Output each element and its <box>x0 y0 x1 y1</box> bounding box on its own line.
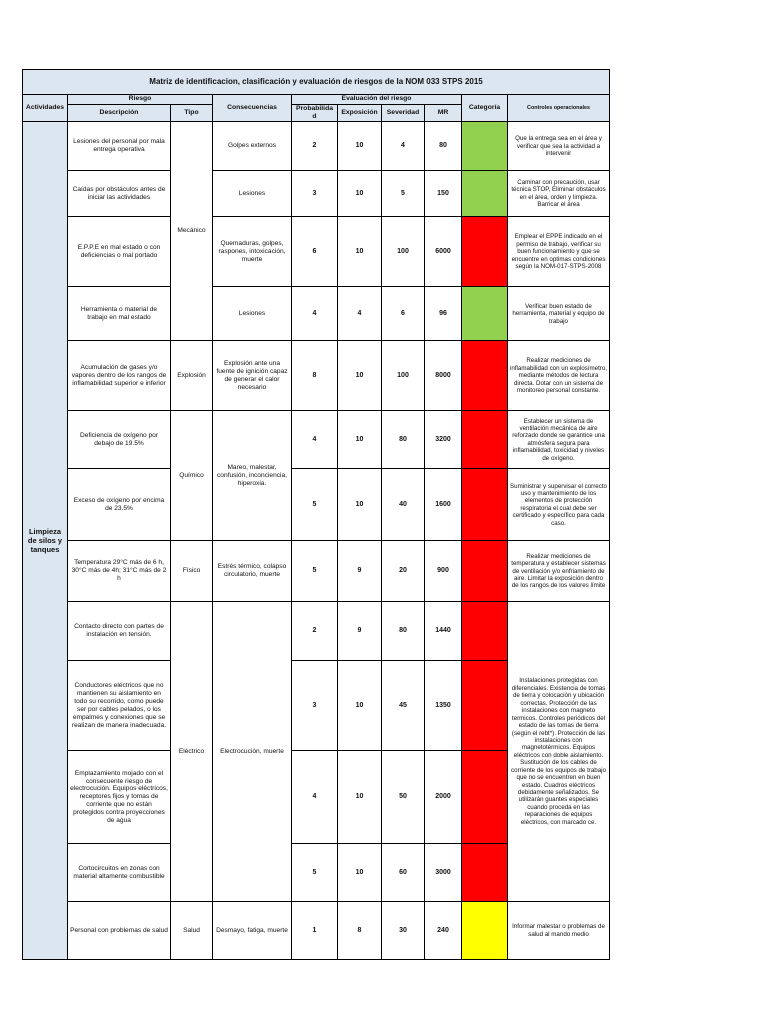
mr-value: 80 <box>425 122 462 171</box>
risk-description: Emplazamiento mojado con el consecuente riesgo de electrocución. Equipos eléctricos, receptores fijos y tomas de corriente que no están protegidos contra proyecciones de agua <box>68 751 171 844</box>
probability: 5 <box>292 469 338 541</box>
risk-type: Explosión <box>171 341 213 411</box>
table-row <box>23 341 610 411</box>
matrix-title: Matriz de identificacion, clasificación y evaluación de riesgos de la NOM 033 STPS 2015 <box>23 70 610 95</box>
risk-description: Caídas por obstáculos antes de iniciar las actividades <box>68 171 171 217</box>
category-green <box>462 122 508 171</box>
control-text: Instalaciones protegidas con diferenciales. Existencia de tomas de tierra y colocación y ubicación correctas. Protección de las instalaciones con magneto termicos. Controles periódicos del estado de las tomas de tierra (según el rebt*). Protección de las instalaciones con magnetotérmicos. Equipos eléctricos con doble aislamiento. Sustitución de los cables de corriente de los equipos de trabajo que no se encuentren en buen estado. Cuadros eléctricos debidamente señalizados. Se utilizarán guantes especiales cuando proceda en las reparaciones de equipos eléctricos, con marcado ce. <box>508 602 610 902</box>
risk-description: Acumulación de gases y/o vapores dentro de los rangos de inflamabilidad superior e inferior <box>68 341 171 411</box>
risk-type: Físico <box>171 541 213 602</box>
control-text: Realizar mediciones de inflamabilidad con un explosímetro, mediante métodos de lectura directa. Dotar con un sistema de monitoreo personal constante. <box>508 341 610 411</box>
severity: 80 <box>382 411 425 469</box>
table-row <box>23 541 610 602</box>
table-row <box>23 602 610 661</box>
mr-value: 1600 <box>425 469 462 541</box>
control-text: Caminar con precaución, usar técnica STOP, Eliminar obstáculos en el área, orden y limpieza. Barricar el área <box>508 171 610 217</box>
severity: 4 <box>382 122 425 171</box>
table-row <box>23 122 610 171</box>
table-row <box>23 411 610 469</box>
severity: 100 <box>382 341 425 411</box>
control-text: Establecer un sistema de ventilación mecánica de aire reforzado donde se garantice una atmósfera segura para inflamabilidad, toxicidad y niveles de oxígeno. <box>508 411 610 469</box>
table-row <box>23 217 610 287</box>
consequence: Lesiones <box>213 171 292 217</box>
probability: 4 <box>292 751 338 844</box>
probability: 3 <box>292 661 338 751</box>
severity: 45 <box>382 661 425 751</box>
header-categoria: Categoría <box>462 95 508 122</box>
severity: 20 <box>382 541 425 602</box>
exposure: 8 <box>338 902 382 960</box>
probability: 5 <box>292 844 338 902</box>
control-text: Emplear el EPPE indicado en el permiso de trabajo, verificar su buen funcionamiento y que se encuentre en optimas condiciones según la NOM-017-STPS-2008 <box>508 217 610 287</box>
exposure: 4 <box>338 287 382 341</box>
probability: 8 <box>292 341 338 411</box>
exposure: 10 <box>338 751 382 844</box>
header-actividades: Actividades <box>23 95 68 122</box>
header-exposicion: Exposición <box>338 105 382 122</box>
consequence: Golpes externos <box>213 122 292 171</box>
category-red <box>462 751 508 844</box>
header-consecuencias: Consecuencias <box>213 95 292 122</box>
consequence: Explosión ante una fuente de ignición capaz de generar el calor necesario <box>213 341 292 411</box>
mr-value: 1350 <box>425 661 462 751</box>
exposure: 10 <box>338 122 382 171</box>
mr-value: 150 <box>425 171 462 217</box>
table-row <box>23 287 610 341</box>
header-tipo: Tipo <box>171 105 213 122</box>
probability: 6 <box>292 217 338 287</box>
severity: 80 <box>382 602 425 661</box>
exposure: 9 <box>338 602 382 661</box>
consequence: Electrocución, muerte <box>213 602 292 902</box>
exposure: 10 <box>338 411 382 469</box>
activity-cell: Limpieza de silos y tanques <box>23 122 68 960</box>
risk-matrix-table <box>22 69 610 960</box>
exposure: 10 <box>338 341 382 411</box>
risk-description: Conductores eléctricos que no mantienen su aislamiento en todo su recorrido, como puede ser por cables pelados, o los empalmes y conexiones que se realizan de manera inadecuada. <box>68 661 171 751</box>
risk-description: Exceso de oxígeno por encima de 23.5% <box>68 469 171 541</box>
probability: 3 <box>292 171 338 217</box>
mr-value: 3000 <box>425 844 462 902</box>
severity: 5 <box>382 171 425 217</box>
risk-description: Lesiones del personal por mala entrega operativa <box>68 122 171 171</box>
risk-type: Químico <box>171 411 213 541</box>
risk-type: Eléctrico <box>171 602 213 902</box>
consequence: Quemaduras, golpes, raspones, intoxicación, muerte <box>213 217 292 287</box>
category-red <box>462 541 508 602</box>
header-probabilidad: Probabilidad <box>292 105 338 122</box>
consequence: Desmayo, fatiga, muerte <box>213 902 292 960</box>
severity: 60 <box>382 844 425 902</box>
probability: 4 <box>292 287 338 341</box>
exposure: 9 <box>338 541 382 602</box>
risk-description: Contacto directo con partes de instalación en tensión. <box>68 602 171 661</box>
risk-type: Mecánico <box>171 122 213 341</box>
exposure: 10 <box>338 171 382 217</box>
mr-value: 96 <box>425 287 462 341</box>
header-descripcion: Descripción <box>68 105 171 122</box>
probability: 2 <box>292 122 338 171</box>
header-severidad: Severidad <box>382 105 425 122</box>
control-text: Realizar mediciones de temperatura y establecer sistemas de ventilación y/o enfriamiento de aire. Limitar la exposición dentro de los rangos de los valores límite <box>508 541 610 602</box>
table-row <box>23 902 610 960</box>
risk-description: E.P.P.E en mal estado o con deficiencias o mal portado <box>68 217 171 287</box>
exposure: 10 <box>338 661 382 751</box>
consequence: Estrés térmico, colapso circulatorio, muerte <box>213 541 292 602</box>
control-text: Suministrar y supervisar el correcto uso y mantenimiento de los elementos de protección respiratoria el cual debe ser certificado y específico para cada caso. <box>508 469 610 541</box>
mr-value: 2000 <box>425 751 462 844</box>
risk-description: Cortocircuitos en zonas con material altamente combustible <box>68 844 171 902</box>
severity: 30 <box>382 902 425 960</box>
risk-description: Herramienta o material de trabajo en mal estado <box>68 287 171 341</box>
mr-value: 1440 <box>425 602 462 661</box>
probability: 5 <box>292 541 338 602</box>
risk-type: Salud <box>171 902 213 960</box>
category-yellow <box>462 902 508 960</box>
severity: 6 <box>382 287 425 341</box>
exposure: 10 <box>338 469 382 541</box>
probability: 1 <box>292 902 338 960</box>
mr-value: 900 <box>425 541 462 602</box>
exposure: 10 <box>338 844 382 902</box>
consequence: Mareo, malestar, confusión, inconciencia, hiperoxia. <box>213 411 292 541</box>
table-row <box>23 171 610 217</box>
severity: 40 <box>382 469 425 541</box>
category-red <box>462 469 508 541</box>
control-text: Verificar buen estado de herramienta, material y equipo de trabajo <box>508 287 610 341</box>
risk-description: Temperatura 29°C más de 6 h, 30°C más de 4h; 31°C más de 2 h <box>68 541 171 602</box>
header-riesgo: Riesgo <box>68 95 213 105</box>
category-red <box>462 661 508 751</box>
control-text: Que la entrega sea en el área y verificar que sea la actividad a intervenir <box>508 122 610 171</box>
mr-value: 240 <box>425 902 462 960</box>
category-red <box>462 602 508 661</box>
control-text: Informar malestar o problemas de salud al mando medio <box>508 902 610 960</box>
mr-value: 3200 <box>425 411 462 469</box>
risk-description: Deficiencia de oxígeno por debajo de 19.5% <box>68 411 171 469</box>
category-red <box>462 844 508 902</box>
category-green <box>462 287 508 341</box>
table-row <box>23 469 610 541</box>
header-evaluacion: Evaluación del riesgo <box>292 95 462 105</box>
header-controles: Controles operacionales <box>508 95 610 122</box>
probability: 4 <box>292 411 338 469</box>
category-red <box>462 217 508 287</box>
header-mr: MR <box>425 105 462 122</box>
severity: 50 <box>382 751 425 844</box>
risk-description: Personal con problemas de salud <box>68 902 171 960</box>
probability: 2 <box>292 602 338 661</box>
mr-value: 6000 <box>425 217 462 287</box>
severity: 100 <box>382 217 425 287</box>
category-red <box>462 411 508 469</box>
exposure: 10 <box>338 217 382 287</box>
category-red <box>462 341 508 411</box>
consequence: Lesiones <box>213 287 292 341</box>
category-green <box>462 171 508 217</box>
mr-value: 8000 <box>425 341 462 411</box>
